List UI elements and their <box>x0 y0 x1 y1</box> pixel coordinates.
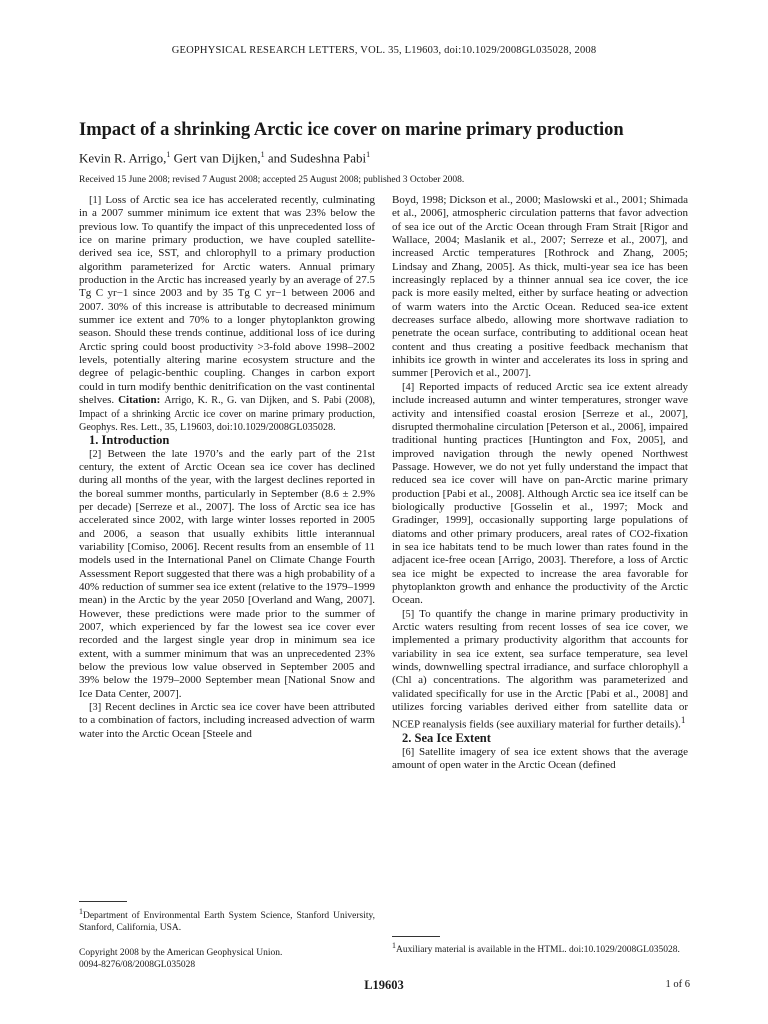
paragraph-number: 2 <box>92 448 98 460</box>
auxiliary-footnote: $^1$Auxiliary material is available in the HTML. doi:10.1029/2008GL035028. <box>392 941 680 956</box>
affiliation-mark: 1 <box>166 150 171 159</box>
abstract-text: Loss of Arctic sea ice has accelerated recently, culminating in a 2007 summer minimum ice extent that was 23% below the previous low. To quantify the impact of this unprecedented loss of ice on marine primary production, we have coupled satellite-derived sea ice, SST, and chlorophyll to a primary production algorithm parameterized for Arctic waters. Annual primary production in the Arctic has increased yearly by an average of 27.5 Tg C yr−1 since 2003 and by 35 Tg C yr−1 between 2006 and 2007. 30% of this increase is attributable to decreased minimum summer ice extent and 70% to a longer phytoplankton growing season. Should these trends continue, additional loss of ice during Arctic spring could boost productivity >3-fold above 1998–2002 levels, potentially altering marine ecosystem structure and the degree of pelagic-benthic coupling. Changes in carbon export could in turn modify benthic denitrification on the vast continental shelves. <box>79 194 375 407</box>
author-pabi[interactable]: and Sudeshna Pabi <box>267 150 367 166</box>
paragraph-text: Reported impacts of reduced Arctic sea ice extent already include increased autumn and winter temperatures, stronger wave activity and intensified coastal erosion [Serreze et al., 2007], disrupted thermohaline circulation [Peterson et al., 2006], impaired traditional hunting practices [Huntington and Fox, 2005], and improved navigation through the newly opened Northwest Passage. However, we do not yet fully understand the impact that reduced sea ice cover will have on pan-Arctic marine primary production [Pabi et al., 2008]. Although Arctic sea ice itself can be biologically productive [Gosselin et al., 1997; Mock and Gradinger, 1999], occasionally supporting large populations of diatoms and other primary producers, areal rates of CO2-fixation in sea ice habitats tend to be much lower than rates found in the adjacent ice-free ocean [Arrigo, 2003]. Therefore, a loss of Arctic sea ice might be expected to increase the area favorable for phytoplankton growth and enhance the productivity of the Arctic Ocean. <box>392 380 688 607</box>
author-list <box>79 150 370 166</box>
paragraph-text: Satellite imagery of sea ice extent shows that the average amount of open water in the Arctic Ocean (defined <box>392 745 688 772</box>
paragraph-text: Recent declines in Arctic sea ice cover have been attributed to a combination of factors, including increased advection of warm water into the Arctic Ocean [Steele and <box>79 701 375 740</box>
footnote-rule-left <box>79 901 127 902</box>
paragraph-number: 3 <box>92 702 98 714</box>
paragraph-number: 4 <box>405 381 411 393</box>
footnote-mark: 1 <box>392 941 396 950</box>
abstract: [1] Loss of Arctic sea ice has accelerated recently, culminating in a 2007 summer minimum ice extent that was 23% below the previous low. To quantify the impact of this unprecedented loss of ice on marine primary production, we have coupled satellite-derived sea ice, SST, and chlorophyll to a primary production algorithm parameterized for Arctic waters. Annual primary production in the Arctic has increased yearly by an average of 27.5 Tg C yr−1 since 2003 and by 35 Tg C yr−1 between 2006 and 2007. 30% of this increase is attributable to decreased minimum summer ice extent and 70% to a longer phytoplankton growing season. Should these trends continue, additional loss of ice during Arctic spring could boost productivity >3-fold above 1998–2002 levels, potentially altering marine ecosystem structure and the degree of pelagic-benthic coupling. Changes in carbon export could in turn modify benthic denitrification on the vast continental shelves. Citation: Arrigo, K. R., G. van Dijken, and S. Pabi (2008), Impact of a shrinking Arctic ice cover on marine primary production, Geophys. Res. Lett., 35, L19603, doi:10.1029/2008GL035028. <box>79 194 376 433</box>
left-column <box>79 194 375 741</box>
paragraph-2: [2] Between the late 1970’s and the early part of the 21st century, the extent of Arctic Ocean sea ice cover has declined during all months of the year, with the largest declines reported in the boreal summer months, particularly in September (8.6 ± 2.9% per decade) [Serreze et al., 2007]. The loss of Arctic sea ice has accelerated since 2002, with large winter losses reported in 2005 and 2006, a season that usually exhibits little interannual variability [Comiso, 2006]. Recent results from an ensemble of 11 models used in the International Panel on Climate Change Fourth Assessment Report suggested that there was a high probability of a 40% reduction of summer sea ice extent (relative to the 1979–1999 mean) in the Arctic by the year 2050 [Overland and Wang, 2007]. However, these predictions were made prior to the summer of 2007, which experienced by far the lowest sea ice cover ever recorded and the largest single year drop in minimum sea ice extent, with a summer minimum that was an unprecedented 23% below the previous low value observed in September 2005 and 39% below the 1979–2000 September mean [National Snow and Ice Data Center, 2007]. <box>79 447 375 700</box>
page-identifier: L19603 <box>364 978 404 992</box>
paragraph-text: To quantify the change in marine primary productivity in Arctic waters resulting from recent losses of sea ice cover, we implemented a primary productivity algorithm that accounts for variability in sea ice extent, sea surface temperature, sea level winds, downwelling spectral irradiance, and surface chlorophyll a (Chl a) concentrations. The algorithm was parameterized and validated specifically for use in the Arctic [Pabi et al., 2008] and utilizes forcing variables derived either from satellite data or NCEP reanalysis fields (see auxiliary material for further details). <box>392 607 689 732</box>
affiliation-mark: 1 <box>366 150 371 159</box>
author-arrigo[interactable]: Kevin R. Arrigo, <box>79 150 167 166</box>
paragraph-text: Between the late 1970’s and the early part of the 21st century, the extent of Arctic Ocean sea ice cover has declined during all months of the year, with the largest declines reported in the boreal summer months, particularly in September (8.6 ± 2.9% per decade) [Serreze et al., 2007]. The loss of Arctic sea ice has accelerated since 2002, with large winter losses reported in 2005 and 2006, a season that usually exhibits little interannual variability [Comiso, 2006]. Recent results from an ensemble of 11 models used in the International Panel on Climate Change Fourth Assessment Report suggested that there was a high probability of a 40% reduction of summer sea ice extent (relative to the 1979–1999 mean) in the Arctic by the year 2050 [Overland and Wang, 2007]. However, these predictions were made prior to the summer of 2007, which experienced by far the lowest sea ice cover ever recorded and the largest single year drop in minimum sea ice extent, with a summer minimum that was an unprecedented 23% below the previous low value observed in September 2005 and 39% below the 1979–2000 September mean [National Snow and Ice Data Center, 2007]. <box>79 447 375 700</box>
paragraph-number: 5 <box>405 608 411 620</box>
citation-label: Citation: <box>118 394 161 407</box>
footnote-rule-right <box>392 936 440 937</box>
affiliation-footnote: $^1$Department of Environmental Earth System Science, Stanford University, Stanford, California, USA. <box>79 907 375 934</box>
paragraph-5: [5] To quantify the change in marine primary productivity in Arctic waters resulting from recent losses of sea ice cover, we implemented a primary productivity algorithm that accounts for variability in sea ice extent, sea surface temperature, sea level winds, downwelling spectral irradiance, and surface chlorophyll a (Chl a) concentrations. The algorithm was parameterized and validated specifically for use in the Arctic [Pabi et al., 2008] and utilizes forcing variables derived either from satellite data or NCEP reanalysis fields (see auxiliary material for further details).$^1$ <box>392 607 689 732</box>
author-van-dijken[interactable]: Gert van Dijken, <box>173 150 261 166</box>
paragraph-number: 6 <box>405 746 411 758</box>
citation-text: Arrigo, K. R., G. van Dijken, and S. Pabi (2008), Impact of a shrinking Arctic ice cover on marine primary production, Geophys. Res. Lett., 35, L19603, doi:10.1029/2008GL035028. <box>79 395 376 433</box>
article-title: Impact of a shrinking Arctic ice cover on marine primary production <box>79 120 624 140</box>
paragraph-6: [6] Satellite imagery of sea ice extent shows that the average amount of open water in the Arctic Ocean (defined <box>392 745 688 772</box>
paragraph-3: [3] Recent declines in Arctic sea ice cover have been attributed to a combination of factors, including increased advection of warm water into the Arctic Ocean [Steele and <box>79 701 375 740</box>
journal-header: GEOPHYSICAL RESEARCH LETTERS, VOL. 35, L19603, doi:10.1029/2008GL035028, 2008 <box>171 45 597 56</box>
paragraph-4: [4] Reported impacts of reduced Arctic sea ice extent already include increased autumn and winter temperatures, stronger wave activity and intensified coastal erosion [Serreze et al., 2007], disrupted thermohaline circulation [Peterson et al., 2006], impaired traditional hunting practices [Huntington and Fox, 2005], and improved navigation through the newly opened Northwest Passage. However, we do not yet fully understand the impact that reduced sea ice cover will have on pan-Arctic marine primary production [Pabi et al., 2008]. Although Arctic sea ice itself can be biologically productive [Gosselin et al., 1997; Mock and Gradinger, 1999], occasionally supporting large populations of diatoms and other primary producers, areal rates of CO2-fixation in sea ice habitats tend to be much lower than rates found in the adjacent ice-free ocean [Arrigo, 2003]. Therefore, a loss of Arctic sea ice might be expected to increase the area favorable for phytoplankton growth and enhance the productivity of the Arctic Ocean. <box>392 380 688 607</box>
page-number: 1 of 6 <box>665 979 690 990</box>
footnote-mark[interactable]: 1 <box>680 715 686 726</box>
right-column <box>392 194 688 772</box>
copyright-notice: Copyright 2008 by the American Geophysical Union. 0094-8276/08/2008GL035028 <box>79 948 283 970</box>
paragraph-number: 1 <box>92 195 98 206</box>
section-heading-sea-ice-extent: 2. Sea Ice Extent <box>402 731 491 746</box>
received-dates: Received 15 June 2008; revised 7 August 2008; accepted 25 August 2008; published 3 October 2008. <box>79 175 465 185</box>
paragraph-3-continued: Boyd, 1998; Dickson et al., 2000; Maslowski et al., 2001; Shimada et al., 2006], atmospheric circulation patterns that favor advection of sea ice out of the Arctic Ocean through Fram Strait [Rigor and Wallace, 2004; Maslanik et al., 2007; Serreze et al., 2007], and increased Arctic temperatures [Rothrock and Zhang, 2005; Lindsay and Zhang, 2005]. As thick, multi-year sea ice has been increasingly replaced by a thinner annual sea ice cover, the ice pack is more easily melted, either by surface heating or advection of warm waters into the Arctic Ocean. Reduced sea-ice extent decreases surface albedo, allowing more shortwave radiation to penetrate the ocean surface, contributing to additional ocean heat content and thus creating a positive feedback mechanism that inhibits ice growth in winter and accelerates its loss in spring and summer [Perovich et al., 2007]. <box>392 194 688 380</box>
footnote-mark: 1 <box>79 907 83 916</box>
section-heading-introduction: 1. Introduction <box>89 433 170 448</box>
affiliation-mark: 1 <box>260 150 265 159</box>
